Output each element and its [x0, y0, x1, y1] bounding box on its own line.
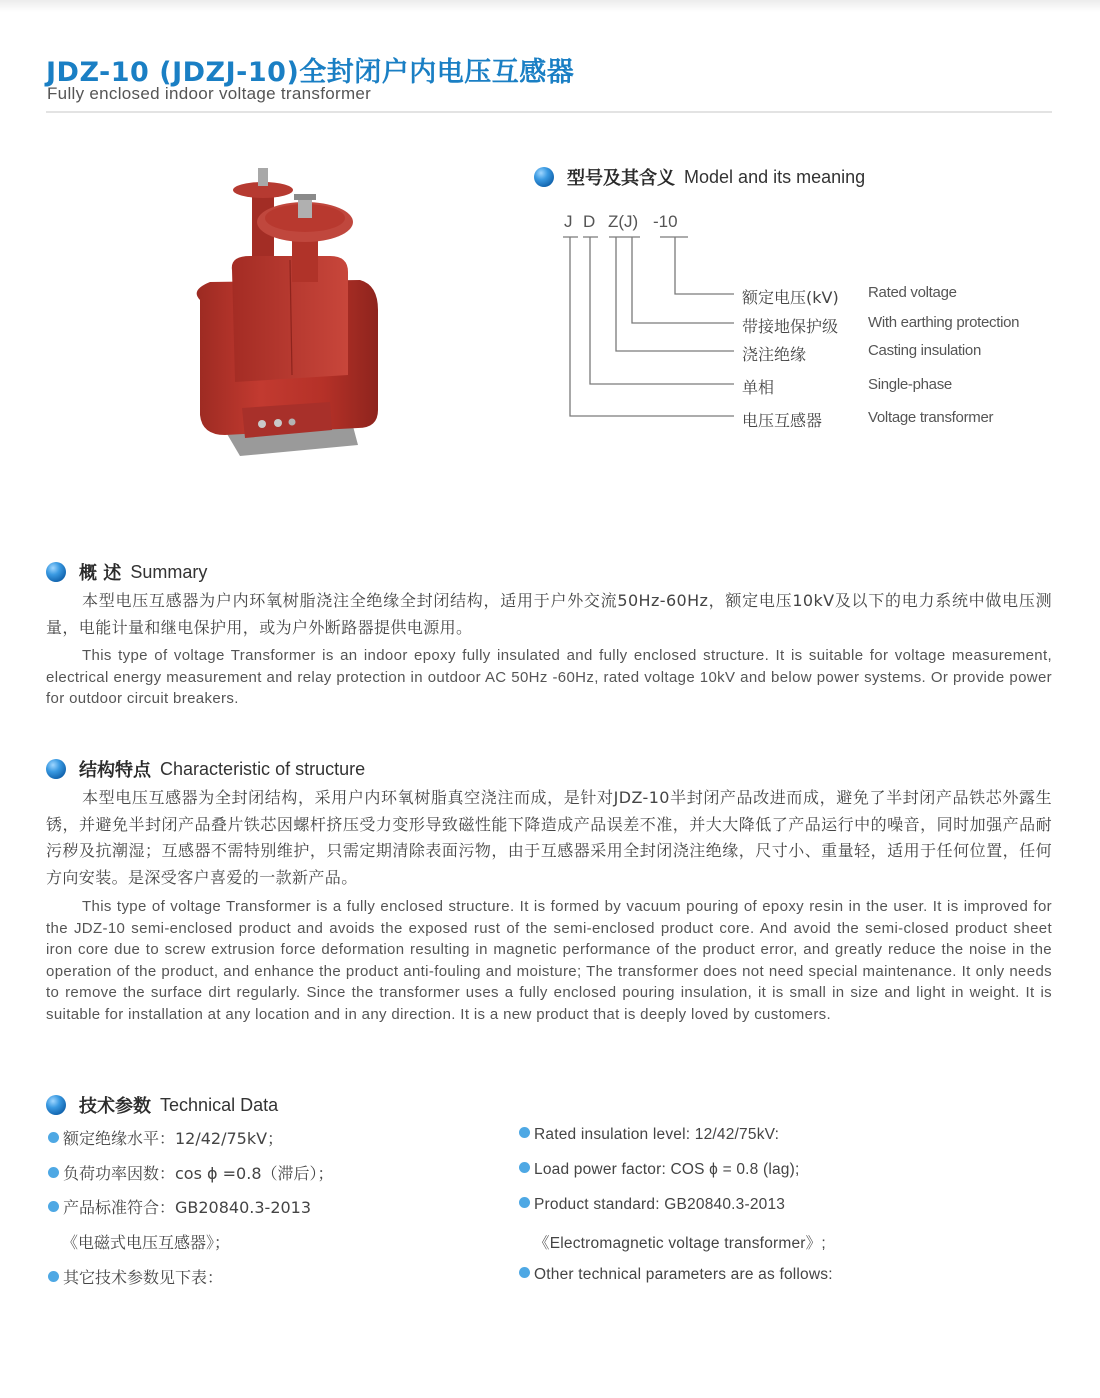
spec-en-standard	[519, 1196, 785, 1214]
model-code-voltage: -10	[653, 212, 678, 231]
model-code-d: D	[583, 212, 596, 231]
spec-cn-insulation-level	[48, 1126, 283, 1149]
voltage-transformer-illustration	[180, 160, 390, 460]
section-heading-technical-data	[46, 1092, 278, 1118]
bullet-dot-icon	[519, 1162, 530, 1173]
spec-text: 额定绝缘水平：12/42/75kV；	[63, 1129, 284, 1148]
top-shadow-bar	[0, 0, 1100, 12]
spec-cn-standard-name	[62, 1230, 230, 1253]
product-image	[180, 160, 390, 460]
heading-cn: 型号及其含义	[567, 168, 676, 189]
bullet-dot-icon	[48, 1132, 59, 1143]
bullet-dot-icon	[48, 1201, 59, 1212]
meaning-cn-rated-voltage: 额定电压(kV)	[742, 288, 839, 307]
spec-text: 产品标准符合：GB20840.3-2013	[63, 1198, 312, 1217]
spec-text: Load power factor: COS ϕ = 0.8 (lag);	[534, 1161, 800, 1178]
section-heading-structure	[46, 756, 365, 782]
bullet-dot-icon	[519, 1127, 530, 1138]
heading-en: Technical Data	[160, 1094, 279, 1115]
page-title: JDZ-10 (JDZJ-10)全封闭户内电压互感器	[46, 57, 575, 88]
meaning-en-single-phase: Single-phase	[868, 376, 952, 393]
heading-en: Characteristic of structure	[160, 758, 366, 779]
blue-ball-bullet-icon	[534, 167, 554, 187]
summary-text-en: This type of voltage Transformer is an indoor epoxy fully insulated and fully enclosed structure. It is suitable for voltage measurement, electrical energy measurement and relay protection in outdoor AC 50Hz -60Hz, rated voltage 10kV and below power systems. Or provide power for outdoor circuit breakers.	[46, 647, 1052, 707]
header-divider	[46, 111, 1052, 113]
spec-text: Rated insulation level: 12/42/75kV:	[534, 1126, 780, 1143]
bullet-dot-icon	[48, 1271, 59, 1282]
spec-cn-power-factor	[48, 1161, 334, 1184]
structure-text-cn: 本型电压互感器为全封闭结构，采用户内环氧树脂真空浇注而成，是针对JDZ-10半封闭产品改进而成，避免了半封闭产品铁芯外露生锈，并避免半封闭产品叠片铁芯因螺杆挤压受力变形导致磁性能下降造成产品误差不准，并大大降低了产品运行中的噪音，同时加强产品耐污秽及抗潮湿；互感器不需特别维护，只需定期清除表面污物，由于互感器采用全封闭浇注绝缘，尺寸小、重量轻，适用于任何位置，任何方向安装。是深受客户喜爱的一款新产品。	[46, 788, 1052, 887]
spec-text: Other technical parameters are as follows:	[534, 1266, 833, 1283]
spec-text: 《Electromagnetic voltage transformer》;	[534, 1235, 826, 1252]
spec-cn-other	[48, 1265, 223, 1288]
meaning-en-rated-voltage: Rated voltage	[868, 284, 957, 301]
heading-cn: 技术参数	[79, 1096, 152, 1117]
spec-en-power-factor	[519, 1161, 800, 1179]
blue-ball-bullet-icon	[46, 1095, 66, 1115]
model-code-zj: Z(J)	[608, 212, 639, 231]
meaning-cn-voltage-transformer: 电压互感器	[742, 411, 823, 430]
spec-en-insulation-level	[519, 1126, 779, 1144]
bullet-dot-icon	[519, 1197, 530, 1208]
bullet-dot-icon	[519, 1267, 530, 1278]
meaning-cn-casting: 浇注绝缘	[742, 345, 807, 364]
meaning-en-voltage-transformer: Voltage transformer	[868, 409, 994, 426]
meaning-cn-single-phase: 单相	[742, 378, 775, 397]
spec-cn-standard	[48, 1195, 311, 1218]
bullet-dot-icon	[48, 1167, 59, 1178]
spec-text: 《电磁式电压互感器》；	[62, 1233, 231, 1252]
spec-en-other	[519, 1266, 833, 1284]
spec-text: 负荷功率因数：cos ϕ =0.8（滞后）；	[63, 1164, 334, 1183]
heading-en: Model and its meaning	[684, 166, 866, 187]
section-heading-model-meaning	[534, 164, 865, 190]
meaning-cn-earthing: 带接地保护级	[742, 317, 839, 336]
spec-text: 其它技术参数见下表：	[63, 1268, 224, 1287]
spec-text: Product standard: GB20840.3-2013	[534, 1196, 786, 1213]
section-heading-summary	[46, 559, 207, 585]
spec-en-standard-name	[534, 1231, 826, 1253]
summary-text-cn: 本型电压互感器为户内环氧树脂浇注全绝缘全封闭结构，适用于户外交流50Hz-60Hz，额定电压10kV及以下的电力系统中做电压测量，电能计量和继电保护用，或为户外断路器提供电源用。	[46, 591, 1052, 637]
model-meaning-connector-lines	[560, 228, 740, 428]
model-code-j: J	[564, 212, 573, 231]
meaning-en-casting: Casting insulation	[868, 342, 982, 359]
heading-cn: 结构特点	[79, 760, 152, 781]
blue-ball-bullet-icon	[46, 759, 66, 779]
heading-cn: 概 述	[79, 563, 122, 584]
meaning-en-earthing: With earthing protection	[868, 314, 1020, 331]
structure-text-en: This type of voltage Transformer is a fully enclosed structure. It is formed by vacuum pouring of epoxy resin in the user. It is improved for the JDZ-10 semi-enclosed product and avoids the exposed rust of the semi-enclosed product core. And avoid the semi-closed product sheet iron core due to screw extrusion force deformation resulting in magnetic performance of the product error, and greatly reduce the noise in the operation of the product, and enhance the product anti-fouling and moisture; The transformer does not need special maintenance. It only needs to remove the surface dirt regularly. Since the transformer uses a fully enclosed pouring insulation, it is small in size and light in weight. It is suitable for installation at any location and in any direction. It is a new product that is deeply loved by customers.	[46, 898, 1052, 1023]
heading-en: Summary	[130, 561, 208, 582]
page-subtitle: Fully enclosed indoor voltage transformer	[47, 84, 372, 103]
blue-ball-bullet-icon	[46, 562, 66, 582]
